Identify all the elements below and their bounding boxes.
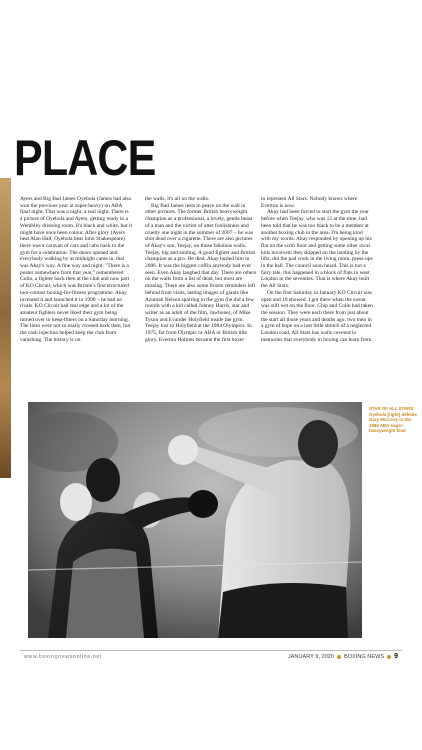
dot-icon: [387, 655, 391, 659]
article-paragraph: Akay had been forced to start the gym the year before when Teejay, who was 12 at the time, had been told that he was too black to be a member at another boxing club in the area. I'm being kind with my words. Akay responded by opening up his flat on the sixth floor and getting some other local kids involved; they skipped on the landing by the lifts, did the pad work in the living room, press-ups in the hall. The council soon heard. This is not a fairy tale, this happened in a block of flats in west London in the seventies. That is where Akay built the All Stars.: [261, 209, 373, 290]
page-number: 9: [394, 653, 398, 660]
article-paragraph: the walls, it's all on the walls.: [145, 196, 210, 202]
footer-folio: [288, 653, 398, 660]
article-column-2: [145, 196, 257, 343]
facing-photo-strip: [0, 178, 11, 478]
footer-website: www.boxingnewsonline.net: [24, 654, 103, 660]
dot-icon: [337, 655, 341, 659]
footer-divider: [20, 650, 402, 651]
article-column-1: [20, 196, 132, 343]
article-paragraph: On the first Saturday in January KO Circuit was open and 18 showed. I got there when the sweat was still wet on the floor. Chip and Colin had taken the session. They were each there from just about the start all those years and deaths ago, two men in a gym of hope on a lost little stretch of a neglected London road. All Stars has walls covered in memories that everybody in boxing can learn from.: [261, 289, 373, 343]
article-paragraph: Ayers and Big Bad James Oyebola (James had also won the previous year at super-heavy) on ABA final night. That was a night, a real night. There is a picture of Oyebola and Ayers, getting ready in a Wembley dressing room. It's black and white, but it might have once been colour. After glory (Ayers beat Alan Hall, Oyebola beat John Shakespeare) there was a caravan of cars and cabs back to the gym for a celebration. The doors opened and everybody walking by at midnight came in, that was Akay's way. A fine way and night. "There is a poster somewhere from that year," remembered Colin, a fighter back then at the club and now part of KO Circuit, which was Britain's first structured non-contact boxing-for-fitness programme. Akay invented it and launched it in 1990 – he had no rivals. KO Circuit had real edge and a lot of the amateur fighters never liked their gym being turned over to keep-fitters on a Saturday morning. The lines were not so easily crossed back then, but the cash injection helped keep the club from vanishing. The history is on: [20, 196, 132, 343]
caption-lead: STAR OF ALL STARS:: [369, 406, 415, 411]
article-column-3: [261, 196, 373, 343]
boxing-match-image: [28, 402, 362, 638]
footer-date: JANUARY 9, 2020: [287, 653, 334, 660]
headline: PLACE: [14, 130, 156, 186]
footer-publication: BOXING NEWS: [344, 653, 385, 660]
article-paragraph: Big Bad James rests in peace on the wall in other pictures. The former British heavyweight champion as a professional, a lovely, gentle beast of a man and the victim of utter foolishness and cruelty one night in the summer of 2007 – he was shot dead over a cigarette. There are also pictures of Akay's son, Teejay, on those fabulous walls. Teejay, big and smiling. A good fighter and British champion as a pro. He died, Akay buried him in 2006. It was the biggest coffin anybody had ever seen. Even Akay laughed that day. There are others on the walls from a list of dead, but most are missing. There are also some frozen reminders left behind from visits, lasting images of giants like Azumah Nelson sparring in the gym (he did a few rounds with a kid called Johnny Harris, star and writer as an adult of the film, Jawbone), of Mike Tyson and Evander Holyfield inside the gym. Teejay lost to Holyfield at the 1984 Olympics. In 1975, far from Olympic or ABA or British title glory, Everton Holmes became the first boxer: [145, 202, 257, 343]
photo-caption: [369, 406, 417, 434]
article-paragraph: to represent All Stars. Nobody knows where Everton is now.: [261, 196, 358, 209]
caption-body: Oyebola [right] defeats Gary McCrory in the 1986 ABA super-heavyweight final: [369, 411, 417, 434]
boxing-photo: [28, 402, 362, 638]
